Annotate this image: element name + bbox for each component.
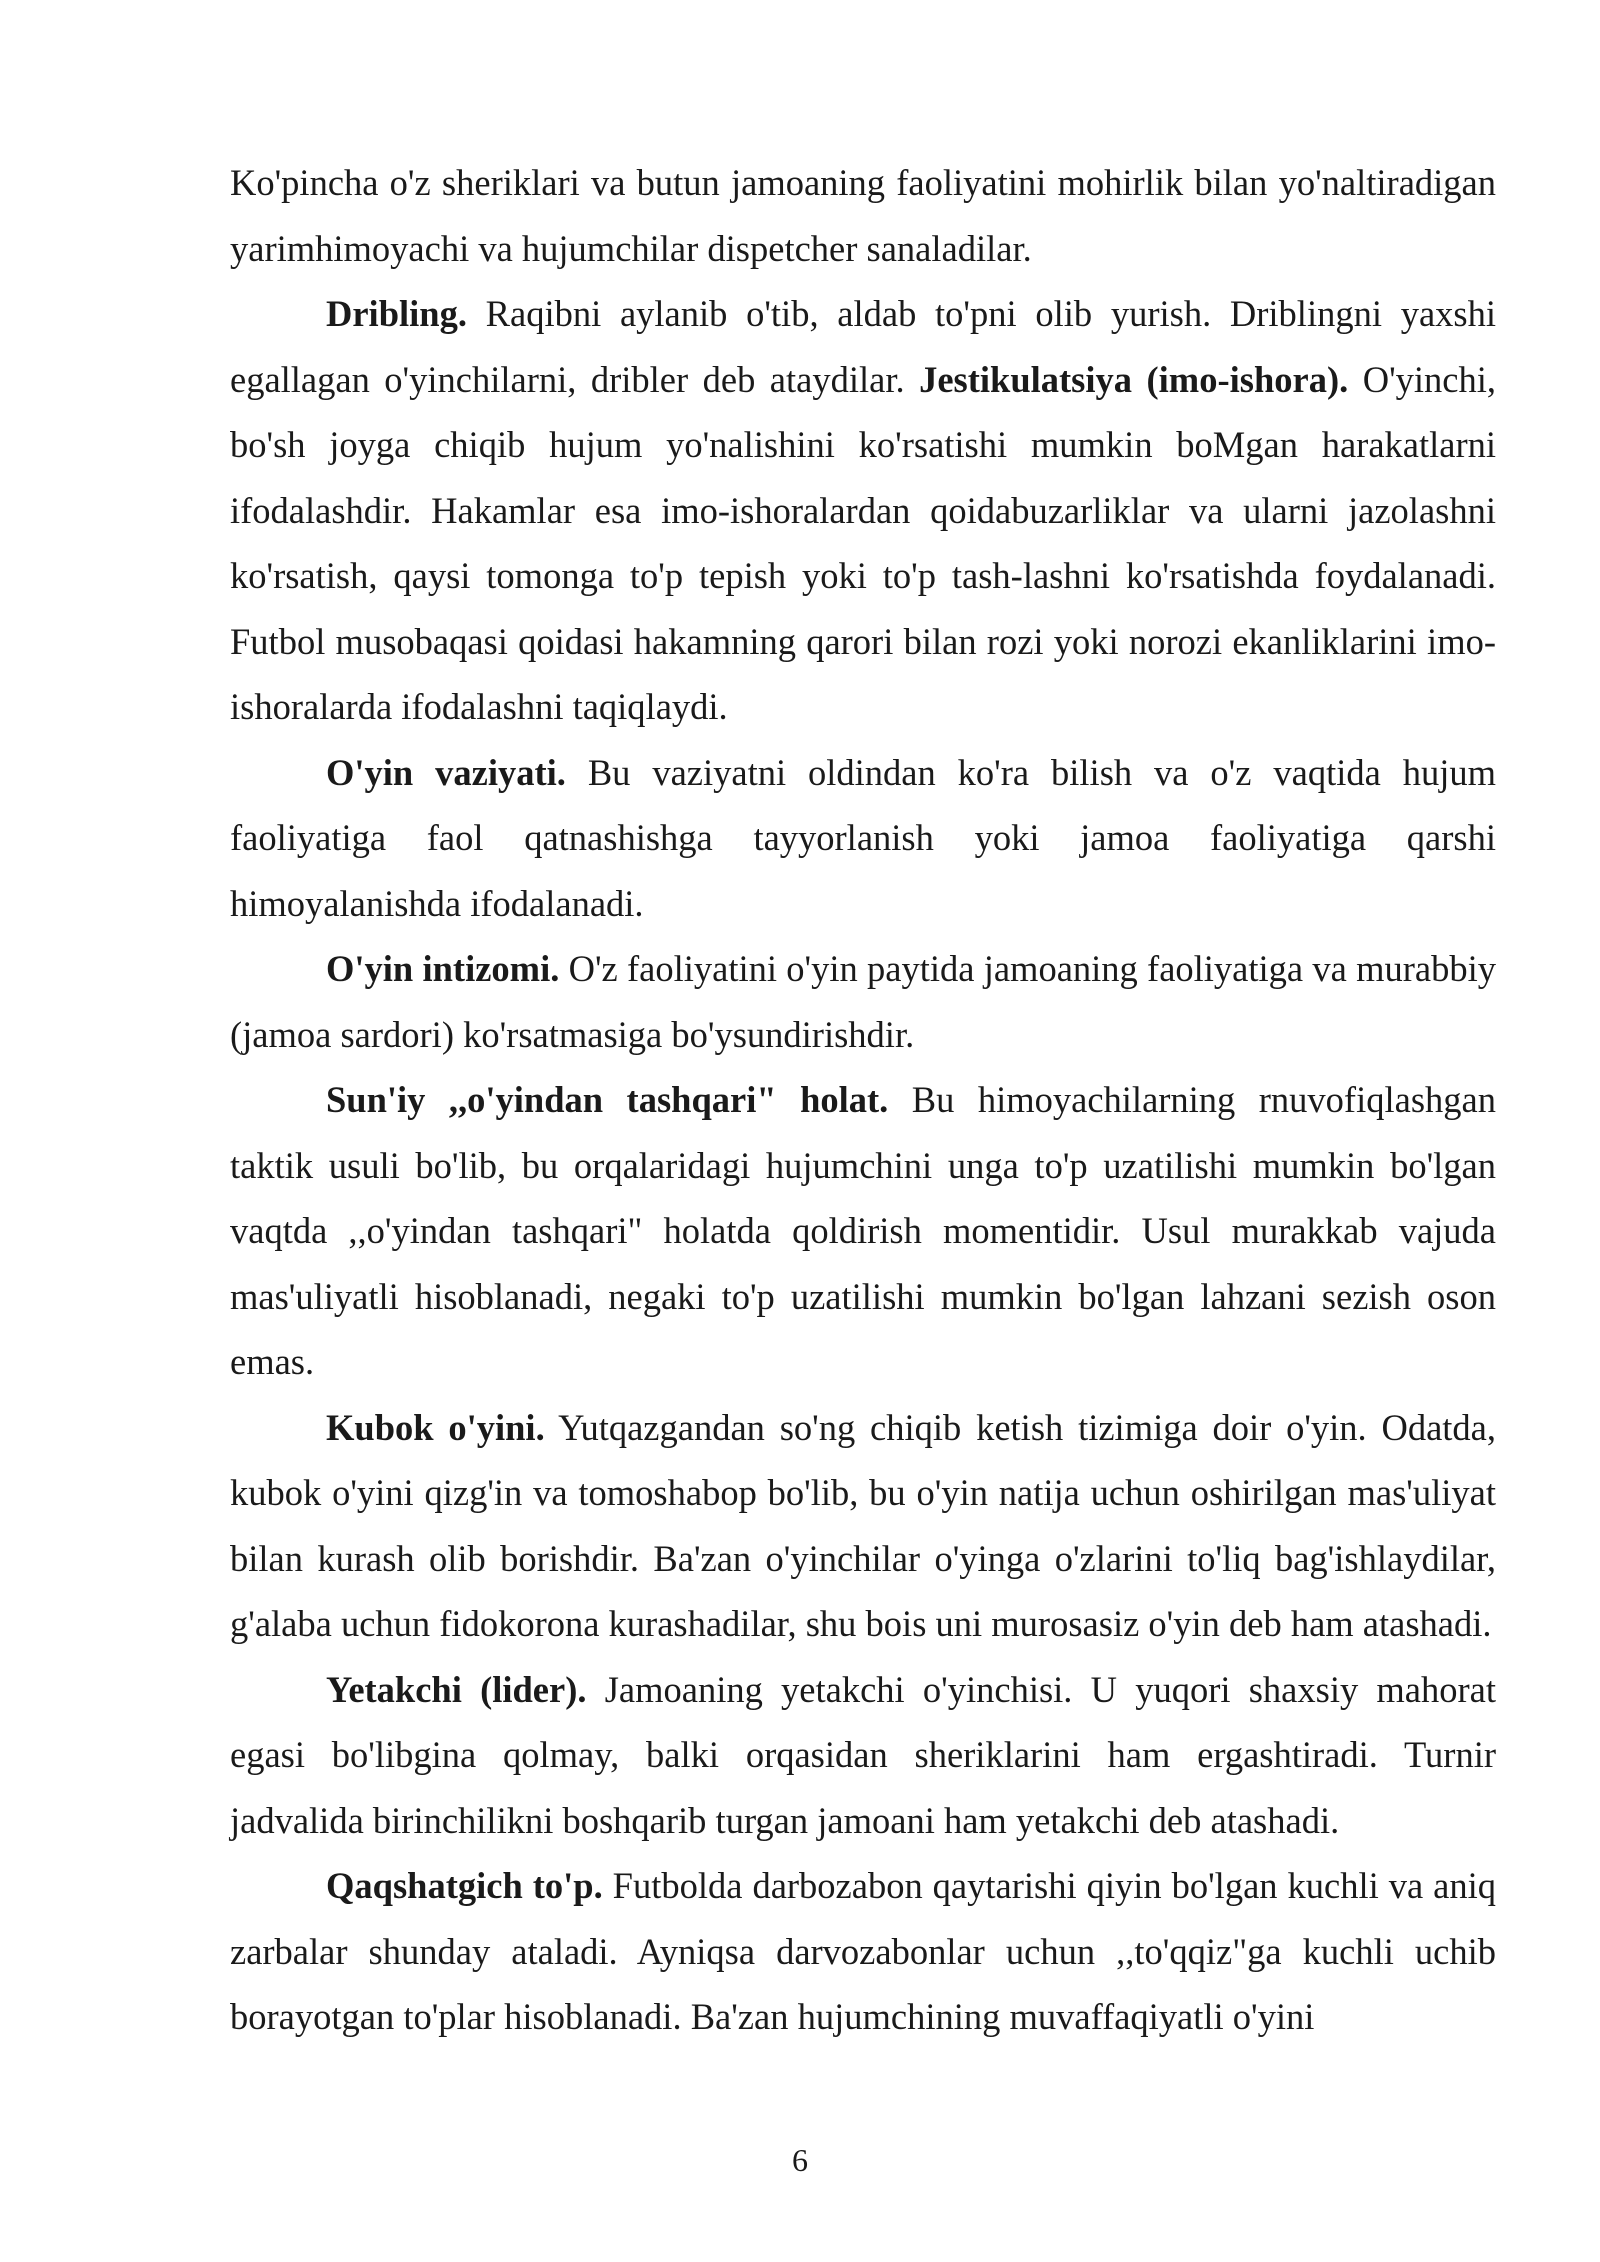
paragraph-qaqshatgich — [230, 1853, 1496, 2050]
paragraph-oyin-intizomi — [230, 936, 1496, 1067]
paragraph-text: O'z faoliyatini o'yin paytida jamoaning faoliyatiga va murabbiy (jamoa sardori) ko'rsatmasiga bo'ysundirishdir. — [230, 948, 1496, 1055]
paragraph-continuation — [230, 150, 1496, 281]
paragraph-text: Jamoaning yetakchi o'yinchisi. U yuqori shaxsiy mahorat egasi bo'libgina qolmay, balki orqasidan sheriklarini ham ergashtiradi. Turnir jadvalida birinchilikni boshqarib turgan jamoani ham yetakchi deb atashadi. — [230, 1668, 1497, 1841]
paragraph-text: Bu himoyachilarning rnuvofiqlashgan taktik usuli bo'lib, bu orqalaridagi hujumchini unga to'p uzatilishi mumkin bo'lgan vaqtda ,,o'yindan tashqari" holatda qoldirish momentidir. Usul murakkab vajuda mas'uliyatli hisoblanadi, negaki to'p uzatilishi mumkin bo'lgan lahzani sezish oson emas. — [230, 1079, 1496, 1382]
paragraph-text: Futbolda darbozabon qaytarishi qiyin bo'lgan kuchli va aniq zarbalar shunday ataladi. Ayniqsa darvozabonlar uchun ,,to'qqiz"ga kuchli uchib borayotgan to'plar hisoblanadi. Ba'zan hujumchining muvaffaqiyatli o'yini — [230, 1865, 1496, 2037]
paragraph-text: Ko'pincha o'z sheriklari va butun jamoaning faoliyatini mohirlik bilan yo'naltiradigan yarimhimoyachi va hujumchilar dispetcher sanaladilar. — [230, 162, 1496, 269]
paragraph-text: Raqibni aylanib o'tib, aldab to'pni olib yurish. Driblingni yaxshi egallagan o'yinchilarni, dribler deb ataydilar. — [230, 293, 1496, 400]
paragraph-text: Yutqazgandan so'ng chiqib ketish tizimiga doir o'yin. Odatda, kubok o'yini qizg'in va tomoshabop bo'lib, bu o'yin natija uchun oshirilgan mas'uliyat bilan kurash olib borishdir. Ba'zan o'yinchilar o'yinga o'zlarini to'liq bag'ishlaydilar, g'alaba uchun fidokorona kurashadilar, shu bois uni murosasiz o'yin deb ham atashadi. — [230, 1406, 1497, 1644]
paragraph-kubok-oyini — [230, 1395, 1496, 1657]
term-heading: Qaqshatgich to'p. — [326, 1865, 603, 1906]
paragraph-dribling — [230, 281, 1496, 740]
paragraph-text: Bu vaziyatni oldindan ko'ra bilish va o'z vaqtida hujum faoliyatiga faol qatnashishga tayyorlanish yoki jamoa faoliyatiga qarshi himoyalanishda ifodalanadi. — [230, 751, 1496, 924]
paragraph-text: O'yinchi, bo'sh joyga chiqib hujum yo'nalishini ko'rsatishi mumkin boMgan harakatlarni ifodalashdir. Hakamlar esa imo-ishoralardan qoidabuzarliklar va ularni jazolashni ko'rsatish, qaysi tomonga to'p tepish yoki to'p tash-lashni ko'rsatishda foydalanadi. Futbol musobaqasi qoidasi hakamning qarori bilan rozi yoki norozi ekanliklarini imo-ishoralarda ifodalashni taqiqlaydi. — [230, 358, 1497, 727]
page-number: 6 — [792, 2142, 808, 2178]
paragraph-yetakchi — [230, 1657, 1496, 1854]
paragraph-oyin-vaziyati — [230, 740, 1496, 937]
paragraph-suniy-holat — [230, 1067, 1496, 1395]
page-body — [230, 150, 1496, 2050]
term-heading: Jestikulatsiya (imo-ishora). — [919, 358, 1349, 400]
term-heading: Kubok o'yini. — [326, 1406, 545, 1448]
term-heading: O'yin intizomi. — [326, 948, 560, 989]
term-heading: O'yin vaziyati. — [326, 751, 566, 793]
term-heading: Dribling. — [326, 293, 467, 334]
term-heading: Sun'iy ,,o'yindan tashqari" holat. — [326, 1079, 889, 1120]
term-heading: Yetakchi (lider). — [326, 1668, 587, 1710]
